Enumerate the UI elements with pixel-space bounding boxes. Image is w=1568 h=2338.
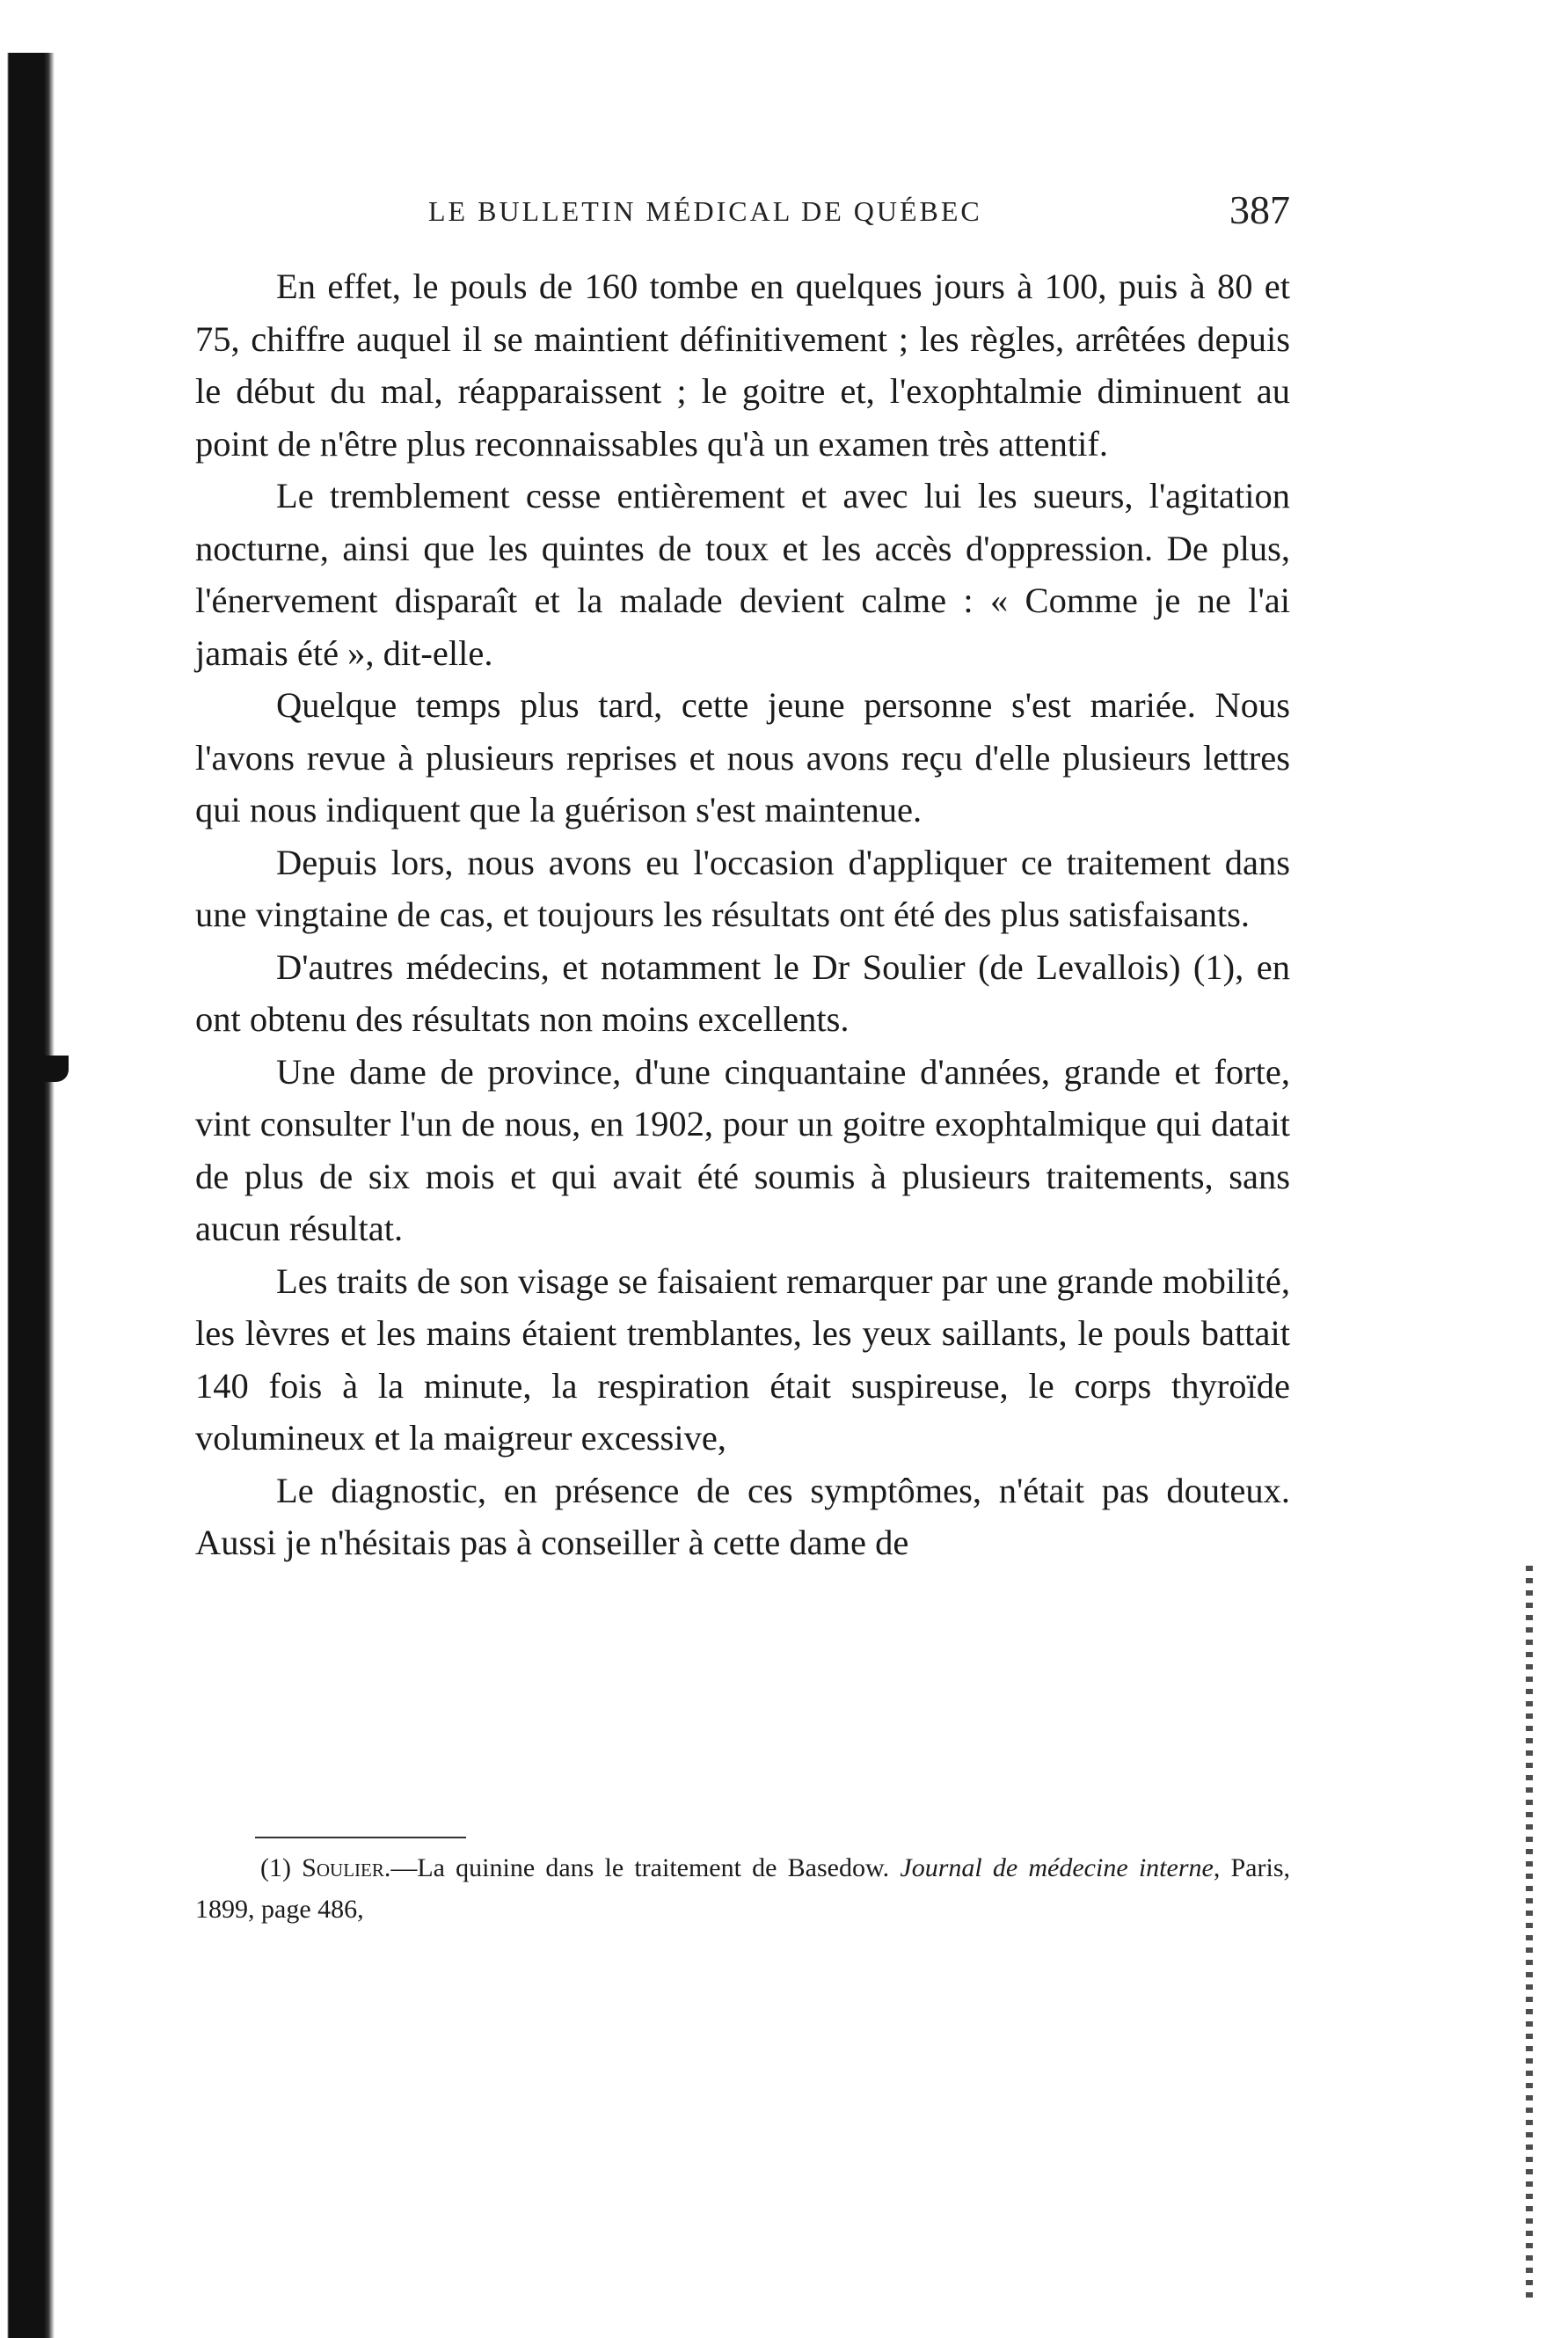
footnote-marker: (1) <box>260 1853 303 1882</box>
paragraph-7: Les traits de son visage se faisaient remarquer par une grande mobilité, les lèvres et les mains étaient tremblantes, les yeux saillants, le pouls battait 140 fois à la minute, la respiration était suspireuse, le corps thyroïde volumineux et la maigreur excessive, <box>195 1260 1290 1458</box>
paragraph-1: En effet, le pouls de 160 tombe en quelques jours à 100, puis à 80 et 75, chiffre auquel il se maintient définitivement ; les règles, arrêtées depuis le début du mal, réapparaissent ; le goitre et, l'exophtalmie diminuent au point de n'être plus reconnaissables qu'à un examen très attentif. <box>195 267 1290 464</box>
paragraph-3: Quelque temps plus tard, cette jeune personne s'est mariée. Nous l'avons revue à plusieurs reprises et nous avons reçu d'elle plusieurs lettres qui nous indiquent que la guérison s'est maintenue. <box>195 685 1290 829</box>
footnote-text: .—La quinine dans le traitement de Basedow. <box>383 1853 901 1882</box>
page-header <box>195 186 1290 239</box>
scan-edge-marks <box>1526 1566 1533 2305</box>
footnote-journal: Journal de médecine interne <box>900 1853 1214 1882</box>
footnote <box>195 1847 1290 1930</box>
paragraph-5: D'autres médecins, et notamment le Dr Soulier (de Levallois) (1), en ont obtenu des résultats non moins excellents. <box>195 946 1290 1039</box>
paragraph-2: Le tremblement cesse entièrement et avec lui les sueurs, l'agitation nocturne, ainsi que les quintes de toux et les accès d'oppression. De plus, l'énervement disparaît et la malade devient calme : « Comme je ne l'ai jamais été », dit-elle. <box>195 476 1290 673</box>
paragraph-4: Depuis lors, nous avons eu l'occasion d'appliquer ce traitement dans une vingtaine de cas, et toujours les résultats ont été des plus satisfaisants. <box>195 842 1290 934</box>
binding-notch <box>42 1056 69 1082</box>
footnote-tail: , Paris, 1899, page 486, <box>195 1853 1290 1924</box>
body-text <box>195 260 1290 1569</box>
paragraph-6: Une dame de province, d'une cinquantaine d'années, grande et forte, vint consulter l'un de nous, en 1902, pour un goitre exophtalmique qui datait de plus de six mois et qui avait été soumis à plusieurs traitements, sans aucun résultat. <box>195 1051 1290 1248</box>
footnote-author: Soulier <box>302 1853 384 1882</box>
page-number: 387 <box>1229 187 1290 232</box>
running-title: LE BULLETIN MÉDICAL DE QUÉBEC <box>428 195 982 227</box>
footnote-rule <box>255 1837 466 1838</box>
book-binding-edge <box>0 53 55 2338</box>
paragraph-8: Le diagnostic, en présence de ces symptômes, n'était pas douteux. Aussi je n'hésitais pas à conseiller à cette dame de <box>195 1470 1290 1562</box>
